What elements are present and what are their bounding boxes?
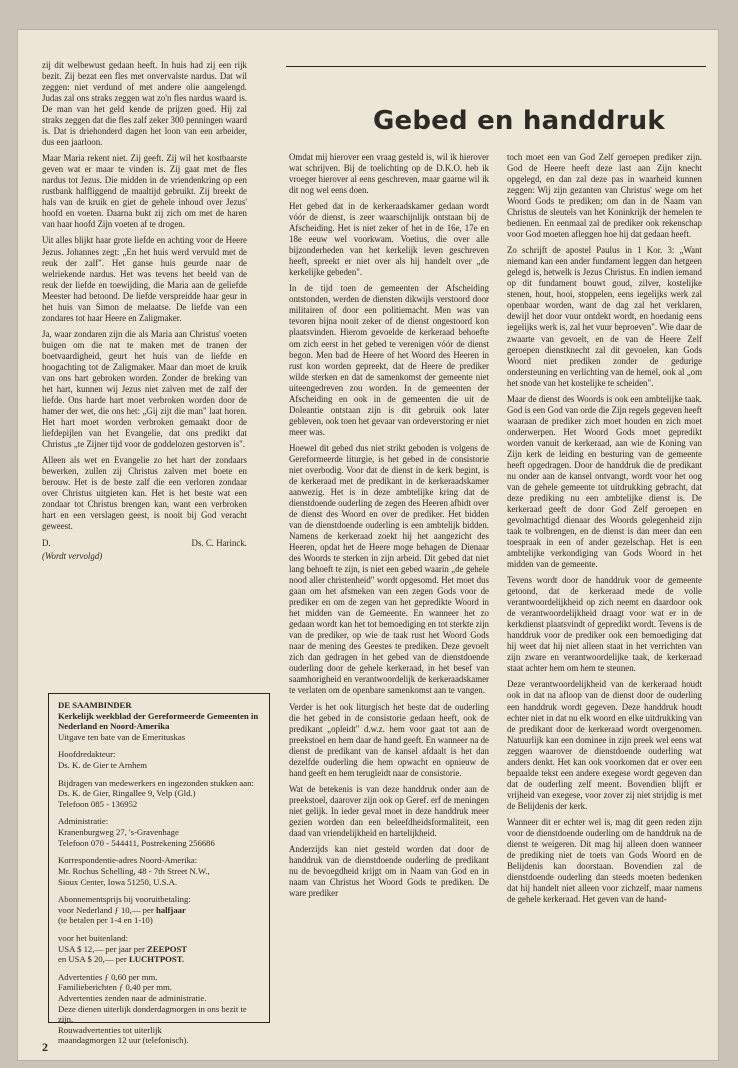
na-label: Korrespondentie-adres Noord-Amerika: <box>58 855 198 866</box>
contrib-label: Bijdragen van medewerkers en ingezonden stukken aan: <box>58 777 254 788</box>
subs-usa-air: en USA $ 20,— per LUCHTPOST. <box>58 954 185 965</box>
article-title: Gebed en handdruk <box>373 106 665 136</box>
ads-deadline: Deze dienen uiterlijk donderdagmorgen in ons bezit te zijn. <box>58 1003 247 1025</box>
family-rate: Familieberichten ƒ 0,40 per mm. <box>58 982 172 993</box>
paragraph: zij dit welbewust gedaan heeft. In huis had zij een rijk bezit. Zij bezat een fles met onvervalste nardus. Dat wil zeggen: niet verdund of met andere olie aangelengd. Judas zal ons straks zeggen wat zo'n fles nardus waard is. De man van het geld kende de prijzen goed. Hij zal straks zeggen dat die fles zalf zeker 300 penningen waard is. Dat is driehonderd dagen het loon van een arbeider, dus een jaarloon. <box>42 60 247 148</box>
editor-name: Ds. K. de Gier te Arnhem <box>58 760 148 771</box>
paragraph: toch moet een van God Zelf geroepen prediker zijn. God de Heere heeft deze last aan Zijn knecht opgelegd, en dan zal deze pas in waarheid kunnen zeggen: Wij zijn gezanten van Christus' wege om het Woord Gods te prediken; om dan in de Naam van Christus de sleutels van het Koninkrijk der hemelen te bedienen. En eenmaal zal de prediker ook rekenschap voor God moeten afleggen hoe hij dat gedaan heeft. <box>507 152 702 240</box>
admin-label: Administratie: <box>58 816 109 827</box>
subs-nl: voor Nederland ƒ 10,— per halfjaar <box>58 904 186 915</box>
paragraph: Ja, waar zondaren zijn die als Maria aan Christus' voeten buigen om die nat te maken met de tranen der boetvaardigheid, geurt het huis van de liefde en hoogachting tot de Zaligmaker. Maar dan moet de kruik van ons hart gebroken worden. Zonder de breking van het hart, kunnen wij Jezus niet zalven met de zalf der liefde. Ons harde hart moet verbroken worden door de hamer der wet, die ons het: „Gij zijt die man" laat horen. Het hart moet worden verbroken gemaakt door de liefdepijlen van het Evangelie, dat ons predikt dat Christus „te Zijner tijd voor de goddelozen gestorven is". <box>42 328 247 450</box>
paragraph: Maar de dienst des Woords is ook een ambtelijke taak. God is een God van orde die Zijn regels gegeven heeft waaraan de prediker zich moet houden en zich moet onderwerpen. Het Woord Gods moet gepredikt worden vanuit de kerkeraad, aan wie de Koning van Zijn kerk de leiding en besturing van de gemeente heeft opgedragen. Door de handdruk die de predikant nu onder aan de kansel ontvangt, wordt voor het oog van de gehele gemeente tot uitdrukking gebracht, dat deze prediking nu een ambtelijke dienst is. De kerkeraad geeft de door God Zelf geroepen en gevolmachtigd dienaar des Woords gelegenheid zijn taak te volbrengen, en de dienst is dan meer dan een toespraak in een of ander gezelschap. Het is een ambtelijke verkondiging van Gods Woord in het midden van de gemeente. <box>507 393 702 570</box>
na-name: Mr. Rochus Schelling, 48 - 7th Street N.W., <box>58 865 210 876</box>
signature-author: Ds. C. Harinck. <box>191 538 247 549</box>
paragraph: Het gebed dat in de kerkeraadskamer gedaan wordt vóór de dienst, is zeer waarschijnlijk ontstaan bij de Afscheiding. Het is niet zeker of het in de 16e, 17e en 18e eeuw wel voorkwam. Voetius, die over alle bijzonderheden van het kerkelijk leven geschreven heeft, spreekt er niet over als hij handelt over „de kerkelijke gebeden". <box>289 201 489 278</box>
mourning-deadline: maandagmorgen 12 uur (telefonisch). <box>58 1035 189 1046</box>
subs-abroad: voor het buitenland: <box>58 932 128 943</box>
paragraph: Deze verantwoordelijkheid van de kerkeraad houdt ook in dat na afloop van de dienst door de ouderling een handdruk wordt gegeven. Deze handdruk houdt echter niet in dat nu elk woord en elke uitdrukking van de predikant door de kerkeraad wordt overgenomen. Natuurlijk kan een dominee in zijn preek wel eens wat zeggen waarover de dienstdoende ouderling wat anders denkt. Het kan ook voorkomen dat er over een bepaalde tekst een andere exegese wordt gegeven dan dat de ouderling zelf meent. Bovendien blijft er vrijheid van exegese, voor zover zij niet strijdig is met de Belijdenis der kerk. <box>507 679 702 811</box>
column-left <box>42 60 247 562</box>
paragraph: Verder is het ook liturgisch het beste dat de ouderling die het gebed in de consistorie gedaan heeft, ook de predikant „opleidt" d.w.z. hem voor gaat tot aan de preekstoel en hem daar de hand geeft. En wanneer na de dienst de predikant van de kansel afdaalt is het dan dezelfde ouderling die hem opwacht en opnieuw de hand geeft en hem terugleidt naar de consistorie. <box>289 701 489 778</box>
page-number: 2 <box>42 1040 48 1054</box>
header-rule <box>286 66 706 67</box>
paragraph: Zo schrijft de apostel Paulus in 1 Kor. 3: „Want niemand kan een ander fundament leggen dan hetgeen gelegd is, hetwelk is Jezus Christus. En indien iemand op dit fundament bouwt goud, zilver, kostelijke stenen, hout, hooi, stoppelen, eens iegelijks werk zal openbaar worden, want de dag zal het verklaren, dewijl het door vuur ontdekt wordt, en hoedanig eens iegelijks werk is, zal het vuur beproeven". Wie daar de zwaarte van gevoelt, en de van de Heere Zelf geroepen dienstknecht zal dit gevoelen, kan Gods Woord niet prediken zonder de gedurige ondersteuning en verlichting van de hemel, ook al „om het snode van het kostelijke te scheiden". <box>507 245 702 388</box>
signature-line <box>42 538 247 549</box>
paragraph: In de tijd toen de gemeenten der Afscheiding ontstonden, werden de diensten dikwijls verstoord door militairen of door een politiemacht. Men was van tevoren bijna nooit zeker of de dienst ongestoord kon plaatsvinden. Hierom gevoelde de kerkeraad behoefte om zich eerst in het gebed te verenigen vóór de dienst begon. Men bad de Heere of het Woord des Heeren in rust kon worden gepreekt, dat de Heere de prediker wilde sterken en dat de samenkomst der gemeente niet uiteengedreven zou worden. In de gemeenten der Afscheiding en ook in de gemeenten die uit de Doleantie ontstaan zijn is dit gebruik ook later gebleven, ook toen het gevaar van ordeverstoring er niet meer was. <box>289 283 489 437</box>
contrib-phone: Telefoon 085 - 136952 <box>58 798 138 809</box>
ads-send: Advertenties zenden naar de administratie. <box>58 993 207 1004</box>
mourning-ads: Rouwadvertenties tot uiterlijk <box>58 1024 162 1035</box>
na-city: Sioux Center, Iowa 51250, U.S.A. <box>58 876 178 887</box>
newspaper-page <box>18 30 718 1060</box>
paragraph: Tevens wordt door de handdruk voor de gemeente getoond, dat de kerkeraad mede de volle verantwoordelijkheid op zich neemt en daardoor ook de verantwoordelijkheid draagt voor wat er in de kerkdienst plaatsvindt of gepredikt wordt. Tevens is de handdruk voor de prediker ook een bemoediging dat hij weet dat hij niet alleen staat in het verrichten van zijn zware en verantwoordelijke taak, de kerkeraad staat achter hem om hem te steunen. <box>507 575 702 674</box>
paragraph: Maar Maria rekent niet. Zij geeft. Zij wil het kostbaarste geven wat er maar te vinden is. Zij gaat met de fles nardus tot Jezus. Die midden in de vriendenkring op een rustbank halfliggend de maaltijd gebruikt. Zij breekt de hals van de kruik en giet de gehele inhoud over Jezus' hoofd en voeten. Daarna bukt zij zich om met de haren van haar hoofd Zijn voeten af te drogen. <box>42 153 247 230</box>
masthead-publisher: Uitgave ten bate van de Emerituskas <box>58 731 186 742</box>
admin-address: Kranenburgweg 27, 's-Gravenhage <box>58 827 179 838</box>
contrib-address: Ds. K. de Gier, Ringallee 9, Velp (Gld.) <box>58 788 196 799</box>
paragraph: Omdat mij hierover een vraag gesteld is, wil ik hierover wat schrijven. Bij de toelichting op de D.K.O. heb ik vroeger hierover al eens geschreven, maar gaarne wil ik dit nog wel eens doen. <box>289 152 489 196</box>
masthead-subtitle: Kerkelijk weekblad der Gereformeerde Gemeenten in Nederland en Noord-Amerika <box>58 710 259 732</box>
editor-label: Hoofdredakteur: <box>58 749 116 760</box>
admin-phone: Telefoon 070 - 544411, Postrekening 256686 <box>58 837 215 848</box>
column-right <box>507 152 702 910</box>
paragraph: Alleen als wet en Evangelie zo het hart der zondaars bewerken, zullen zij Christus zalven met boete en berouw. Het is de beste zalf die een verloren zondaar over Christus uitgieten kan. Het is het beste wat een zondaar tot Christus brengen kan, want een verbroken hart en een verslagen geest, is nooit bij God veracht geweest. <box>42 455 247 532</box>
masthead-box <box>48 693 270 1046</box>
paragraph: Wat de betekenis is van deze handdruk onder aan de preekstoel, daarover zijn ook op Geref. erf de meningen niet gelijk. In ieder geval moet in deze handdruk meer gezien worden dan een beleefdheidsformaliteit, een daad van vriendelijkheid en hartelijkheid. <box>289 783 489 838</box>
paragraph: Anderzijds kan niet gesteld worden dat door de handdruk van de dienstdoende ouderling de predikant nu de bevoegdheid krijgt om in Naam van God en in naam van Christus het Woord Gods te prediken. De ware prediker <box>289 843 489 898</box>
subs-usa-sea: USA $ 12,— per jaar per ZEEPOST <box>58 943 188 954</box>
signature-initial: D. <box>42 538 51 549</box>
ads-rate: Advertenties ƒ 0,60 per mm. <box>58 971 158 982</box>
subs-nl-note: (te betalen per 1-4 en 1-10) <box>58 915 153 926</box>
paragraph: Hoewel dit gebed dus niet strikt geboden is volgens de Gereformeerde liturgie, is het gebed in de consistorie niet overbodig. Voor dat de dienst in de kerk begint, is de kerkeraad met de predikant in de kerkeraadskamer aanwezig. Het is in deze ambtelijke kring dat de dienstdoende ouderling de zegen des Heeren afbidt over de dienst des Woord en over de prediker. Het bidden van de dienstdoende ouderling is een ambtelijk bidden. Namens de kerkeraad zoekt hij het aangezicht des Heeren, opdat het de Heere moge behagen de Dienaar des Woords te sterken in zijn arbeid. Dit gebed dat niet lang behoeft te zijn, is niet een gebed waarin „de gehele nood aller christenheid" wordt opgesomd. Het moet dus gaan om het afsmeken van een zegen Gods voor de prediker en om de zegen van het gepredikte Woord in het midden van de Gemeente. En wanneer het zo gedaan wordt kan het tot bemoediging en tot sterkte zijn van de prediker, op wie de taak rust het Woord Gods naar de mening des Geestes te prediken. Deze gevoelt zich dan gedragen in het gebed van de dienstdoende ouderling door de gehele kerkeraad, in het besef van saamhorigheid en verantwoordelijk de kerkeraadskamer te verlaten om de openbare samenkomst aan te vangen. <box>289 442 489 696</box>
subs-label: Abonnementsprijs bij vooruitbetaling: <box>58 894 191 905</box>
paragraph: Uit alles blijkt haar grote liefde en achting voor de Heere Jezus. Johannes zegt: „En het huis werd vervuld met de reuk der zalf". Het ganse huis geurde naar de welriekende nardus. Het was tevens het beeld van de reuk der liefde en toewijding, die Maria aan de geliefde Meester had betoond. De liefde verspreidde haar geur in het huis van Simon de melaatse. De liefde van een zondares tot haar Heere en Zaligmaker. <box>42 235 247 323</box>
continued-note: (Wordt vervolgd) <box>42 551 103 562</box>
column-middle <box>289 152 489 904</box>
paragraph: Wanneer dit er echter wel is, mag dit geen reden zijn voor de dienstdoende ouderling om de handdruk na de dienst te weigeren. Dit mag hij alleen doen wanneer de prediking niet de toets van Gods Woord en de Belijdenis kan doorstaan. Bovendien zal de dienstdoende ouderling dan steeds moeten bedenken dat hij handelt niet alleen voor zichzelf, maar namens de gehele kerkeraad. Het geven van de hand- <box>507 816 702 905</box>
masthead-name: DE SAAMBINDER <box>58 700 132 710</box>
